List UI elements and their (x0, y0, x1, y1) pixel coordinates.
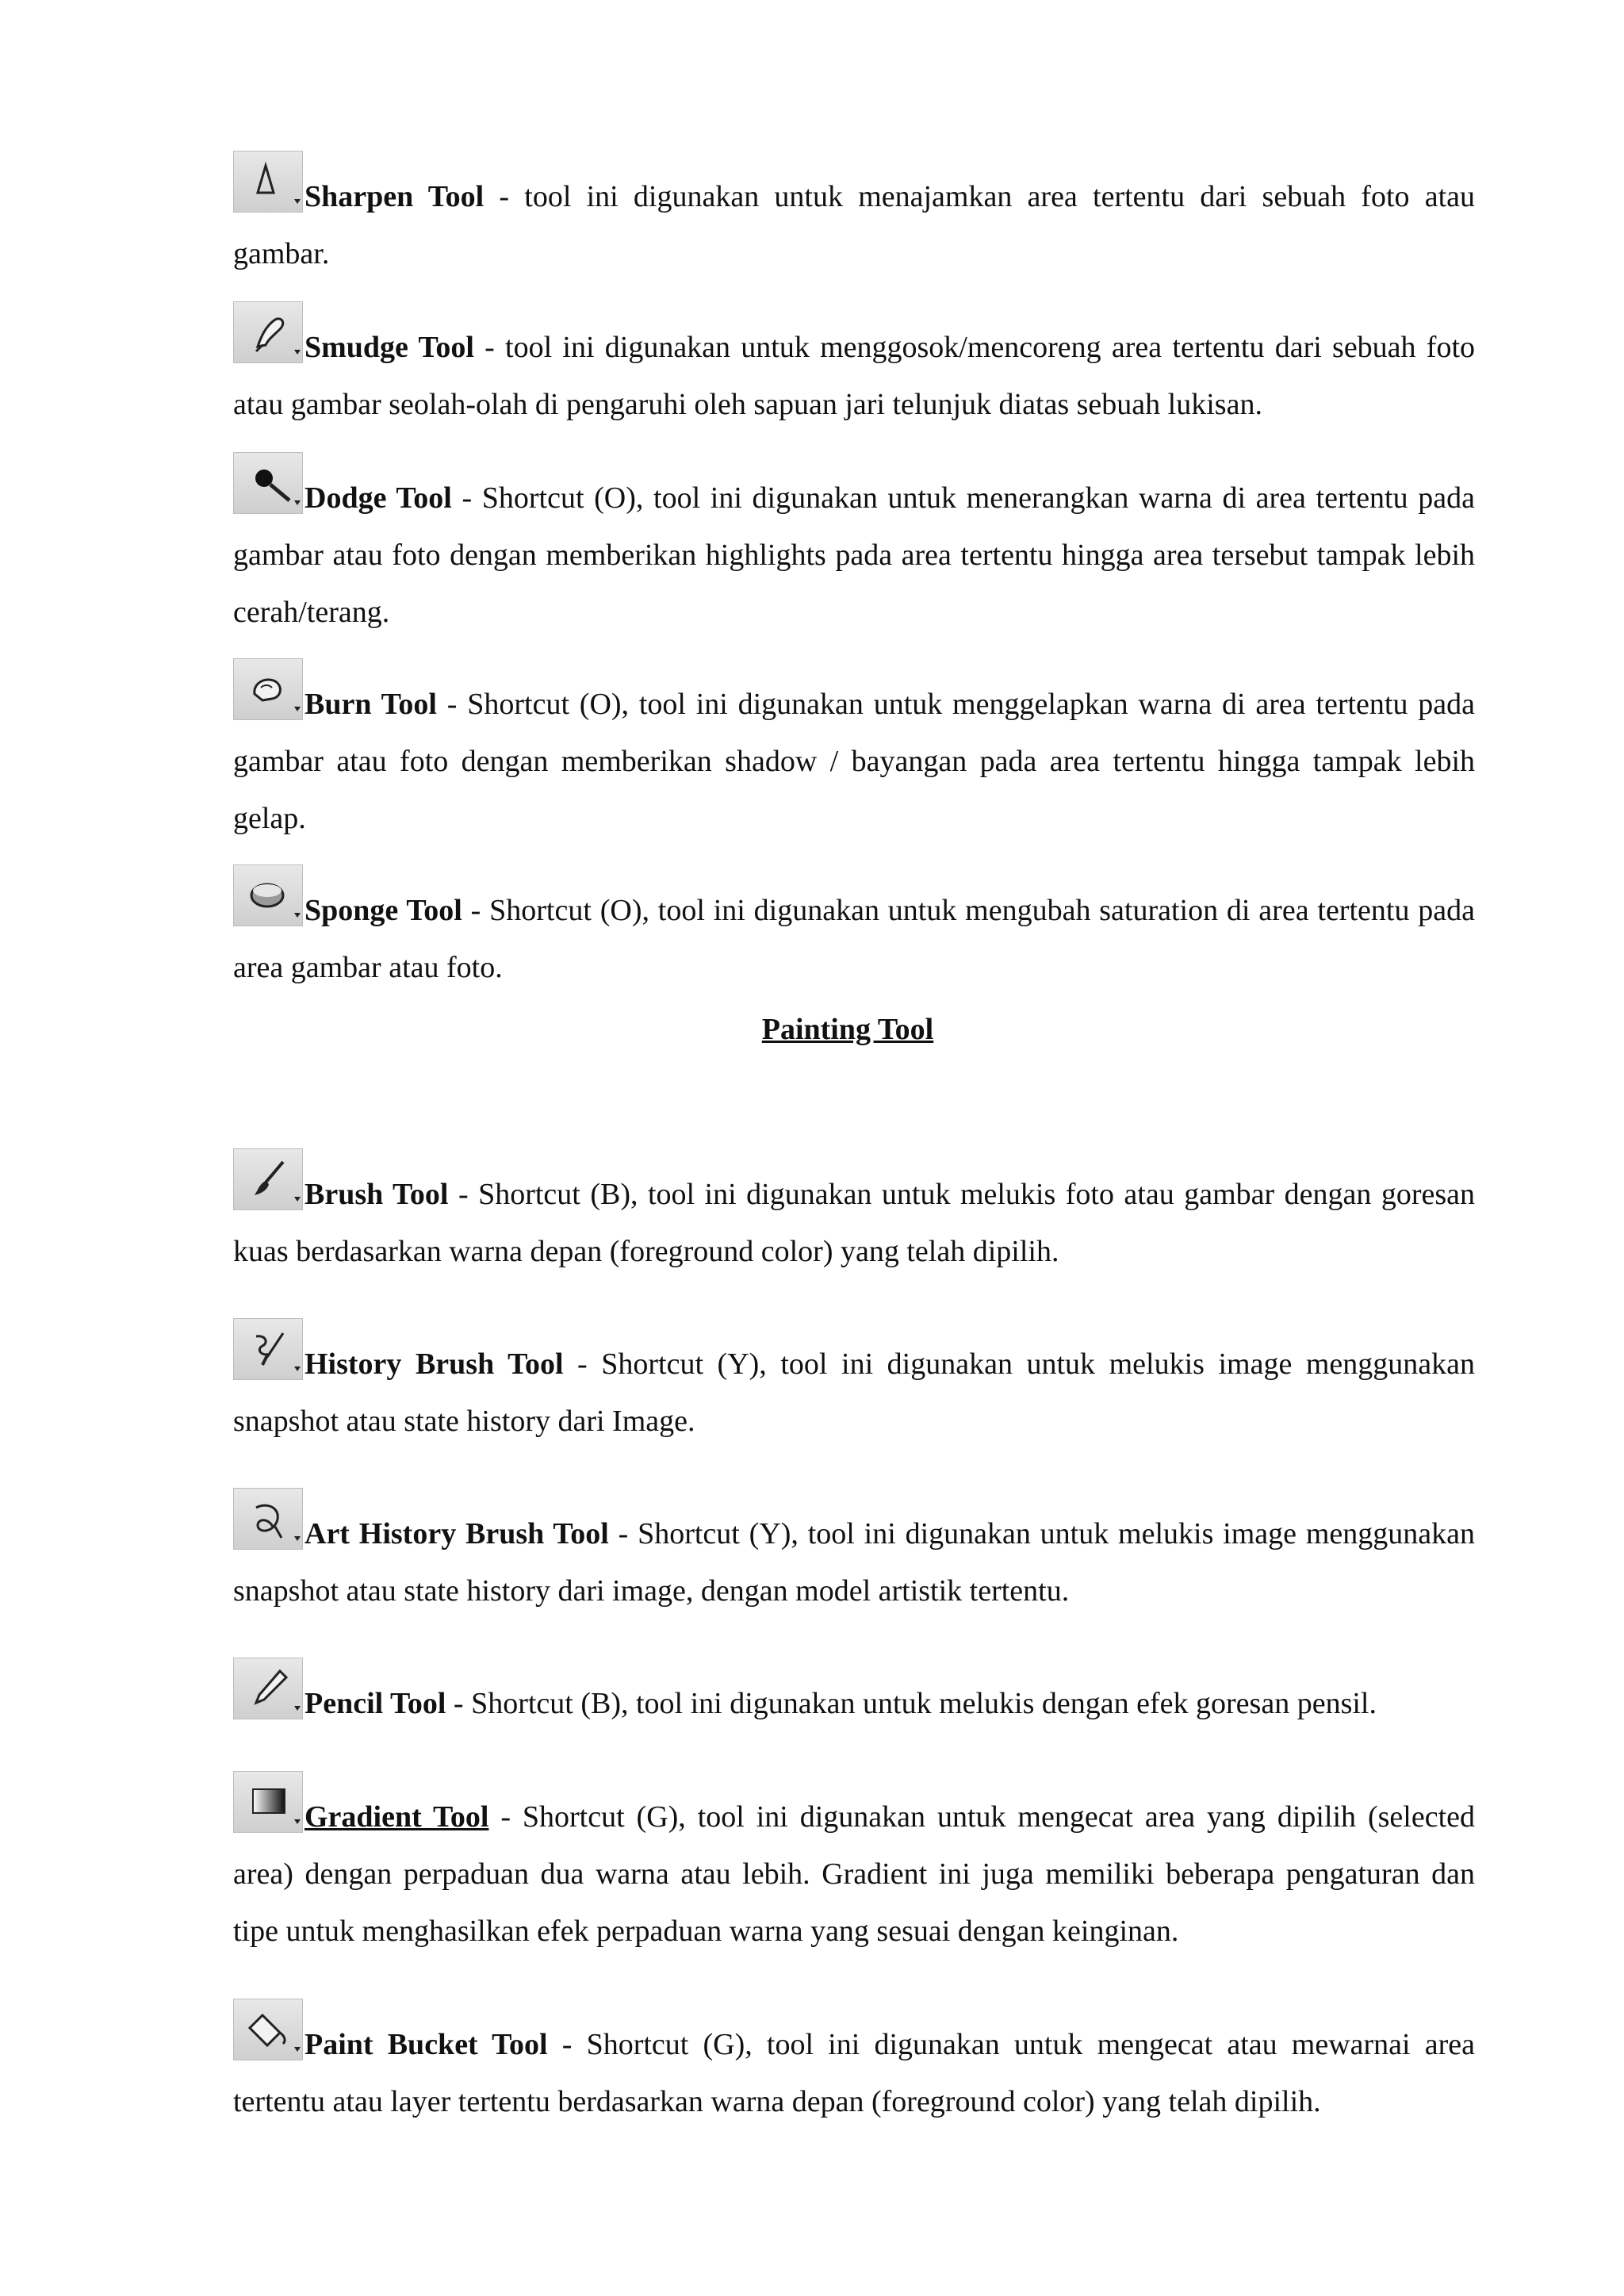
tool-entry-brush (233, 1148, 1475, 1280)
tool-name: Burn Tool (304, 688, 437, 721)
tool-description: - tool ini digunakan untuk menggosok/mencoreng area tertentu dari sebuah foto atau gambar seolah-olah di pengaruhi oleh sapuan jari telunjuk diatas sebuah lukisan. (233, 331, 1476, 421)
tool-entry-pencil (233, 1658, 1475, 1732)
art-history-brush-icon (233, 1488, 303, 1550)
paint-bucket-icon (233, 1999, 303, 2060)
gradient-icon (233, 1771, 303, 1833)
tool-description: - Shortcut (G), tool ini digunakan untuk mengecat area yang dipilih (selected area) dengan perpaduan dua warna atau lebih. Gradient ini juga memiliki beberapa pengaturan dan tipe untuk menghasilkan efek perpaduan warna yang sesuai dengan keinginan. (233, 1800, 1475, 1948)
tool-description: - Shortcut (O), tool ini digunakan untuk mengubah saturation di area tertentu pada area gambar atau foto. (233, 894, 1475, 984)
sharpen-icon (233, 151, 303, 213)
tool-description: - Shortcut (O), tool ini digunakan untuk menerangkan warna di area tertentu pada gambar atau foto dengan memberikan highlights pada area tertentu hingga area tersebut tampak lebih cerah/terang. (233, 481, 1475, 629)
tool-entry-gradient (233, 1771, 1475, 1960)
tool-entry-sharpen (233, 151, 1475, 282)
tool-entry-art-history-brush (233, 1488, 1475, 1619)
dodge-icon (233, 452, 303, 514)
tool-description: - Shortcut (Y), tool ini digunakan untuk melukis image menggunakan snapshot atau state history dari Image. (233, 1347, 1476, 1438)
tool-entry-burn (233, 658, 1475, 847)
tool-description: - Shortcut (B), tool ini digunakan untuk melukis dengan efek goresan pensil. (446, 1687, 1377, 1720)
tool-description: - Shortcut (G), tool ini digunakan untuk mengecat atau mewarnai area tertentu atau layer tertentu berdasarkan warna depan (foreground color) yang telah dipilih. (233, 2028, 1476, 2118)
tool-entry-sponge (233, 864, 1475, 996)
tool-description: - Shortcut (B), tool ini digunakan untuk melukis foto atau gambar dengan goresan kuas berdasarkan warna depan (foreground color) yang telah dipilih. (233, 1178, 1476, 1268)
tool-name: Brush Tool (304, 1178, 449, 1211)
tool-name: History Brush Tool (304, 1347, 564, 1381)
section-heading: Painting Tool (761, 1013, 934, 1046)
pencil-icon (233, 1658, 303, 1719)
tool-name: Pencil Tool (304, 1687, 446, 1720)
tool-entry-dodge (233, 452, 1475, 641)
tool-entry-history-brush (233, 1318, 1475, 1450)
smudge-icon (233, 301, 303, 363)
tool-description: - tool ini digunakan untuk menajamkan area tertentu dari sebuah foto atau gambar. (233, 180, 1475, 270)
tool-name: Gradient Tool (304, 1800, 489, 1834)
tool-name: Sponge Tool (304, 894, 462, 927)
tool-name: Smudge Tool (304, 331, 474, 364)
tool-name: Sharpen Tool (304, 180, 485, 213)
tool-entry-smudge (233, 301, 1475, 433)
history-brush-icon (233, 1318, 303, 1380)
tool-name: Art History Brush Tool (304, 1517, 609, 1550)
tool-description: - Shortcut (Y), tool ini digunakan untuk melukis image menggunakan snapshot atau state history dari image, dengan model artistik tertentu. (233, 1517, 1475, 1608)
tool-name: Paint Bucket Tool (304, 2028, 548, 2061)
tool-entry-paint-bucket (233, 1999, 1475, 2130)
tool-name: Dodge Tool (304, 481, 452, 515)
sponge-icon (233, 864, 303, 926)
tool-description: - Shortcut (O), tool ini digunakan untuk menggelapkan warna di area tertentu pada gambar atau foto dengan memberikan shadow / bayangan pada area tertentu hingga tampak lebih gelap. (233, 688, 1475, 835)
brush-icon (233, 1148, 303, 1210)
burn-icon (233, 658, 303, 720)
